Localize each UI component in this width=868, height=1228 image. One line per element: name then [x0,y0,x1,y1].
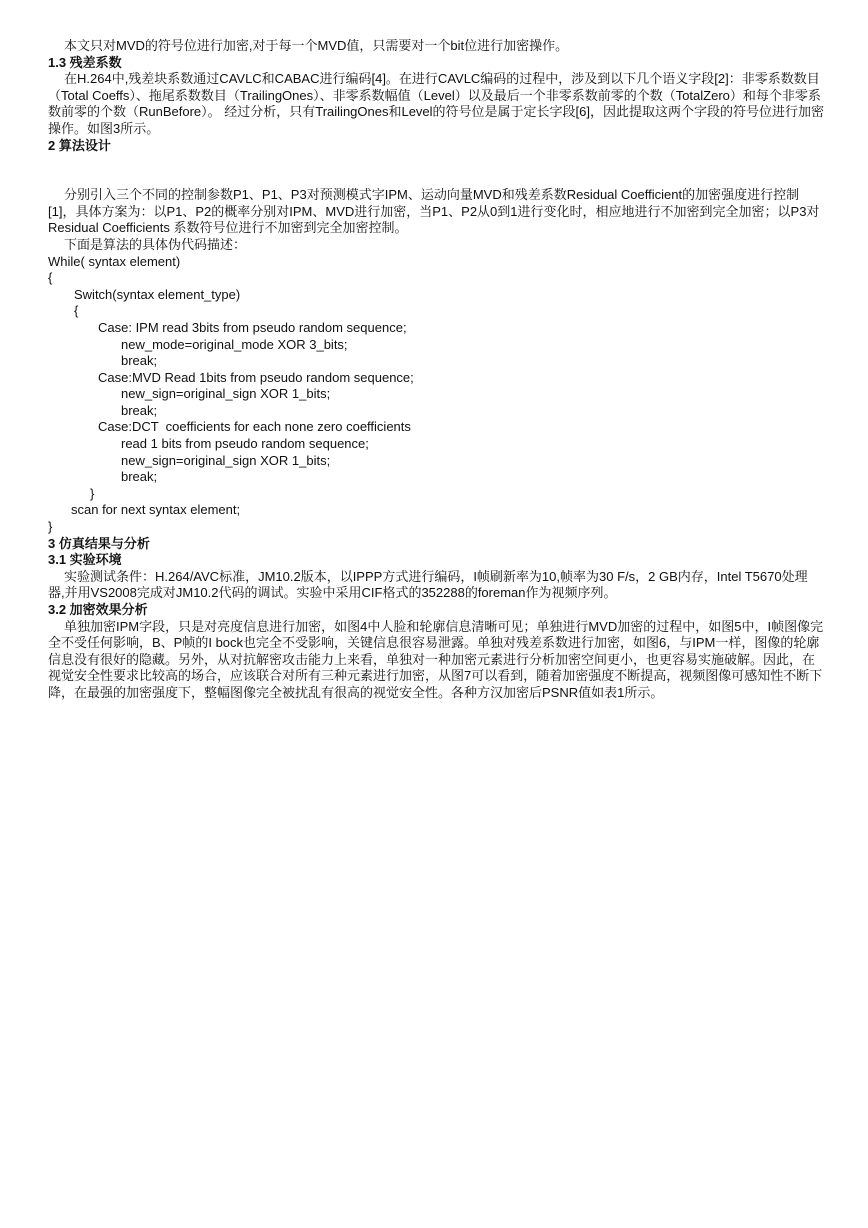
code-line: Case: IPM read 3bits from pseudo random sequence; [98,319,407,335]
code-line: new_sign=original_sign XOR 1_bits; [121,386,331,402]
code-line: Case:MVD Read 1bits from pseudo random sequence; [98,369,414,385]
section-1-3-paragraph: 在H.264中,残差块系数通过CAVLC和CABAC进行编码[4]。在进行CAVLC编码的过程中，涉及到以下几个语义字段[2]：非零系数数目（Total Coeffs）、拖尾系数数目（TrailingOnes）、非零系数幅值（Level）以及最后一个非零系数前零的个数（TotalZero）和每个非零系数前零的个数（RunBefore）。 经过分析，只有TrailingOnes和Level的符号位是属于定长字段[6]，因此提取这两个字段的符号位进行加密操作。如图3所示。 [48,71,825,136]
code-line: Switch(syntax element_type) [74,286,241,302]
code-line: new_mode=original_mode XOR 3_bits; [121,336,348,352]
intro-paragraph: 本文只对MVD的符号位进行加密,对于每一个MVD值，只需要对一个bit位进行加密操作。 [64,38,569,53]
code-line: } [90,485,95,501]
code-line: new_sign=original_sign XOR 1_bits; [121,452,331,468]
code-line: Case:DCT coefficients for each none zero coefficients [98,419,411,435]
section-2-heading: 2 算法设计 [48,137,111,153]
code-line: } [48,519,53,535]
section-1-3-heading: 1.3 残差系数 [48,54,122,70]
code-line: break; [121,353,158,369]
code-line: scan for next syntax element; [71,502,241,518]
pseudocode-block [48,254,824,536]
code-line: { [74,303,79,319]
pseudocode-intro: 下面是算法的具体伪代码描述： [64,236,247,252]
code-line: read 1 bits from pseudo random sequence; [121,436,369,452]
section-3-2-heading: 3.2 加密效果分析 [48,602,148,617]
code-line: { [48,270,53,286]
code-line: While( syntax element) [48,253,181,269]
code-line: break; [121,469,158,485]
section-3-1-heading: 3.1 实验环境 [48,552,122,568]
section-3-2-paragraph: 单独加密IPM字段，只是对亮度信息进行加密，如图4中人脸和轮廓信息清晰可见；单独进行MVD加密的过程中，如图5中，I帧图像完全不受任何影响，B、P帧的I bock也完全不受影响，关键信息很容易泄露。单独对残差系数进行加密，如图6，与IPM一样，图像的轮廓信息没有很好的隐藏。另外，从对抗解密攻击能力上来看，单独对一种加密元素进行分析加密空间更小，也更容易实施破解。因此，在视觉安全性要求比较高的场合，应该联合对所有三种元素进行加密，从图7可以看到，随着加密强度不断提高，视频图像可感知性不断下降，在最强的加密强度下，整幅图像完全被扰乱有很高的视觉安全性。各种方汉加密后PSNR值如表1所示。 [48,618,824,700]
code-line: break; [121,402,158,418]
section-3-heading: 3 仿真结果与分析 [48,535,150,551]
section-3-1-paragraph: 实验测试条件：H.264/AVC标准，JM10.2版本，以IPPP方式进行编码，I帧刷新率为10,帧率为30 F/s，2 GB内存，Intel T5670处理器,并用VS2008完成对JM10.2代码的调试。实验中采用CIF格式的352288的foreman作为视频序列。 [48,568,808,601]
blank-gap [48,154,824,187]
section-2-paragraph: 分别引入三个不同的控制参数P1、P1、P3对预测模式字IPM、运动向量MVD和残差系数Residual Coefficient的加密强度进行控制[1]，具体方案为：以P1、P2的概率分别对IPM、MVD进行加密，当P1、P2从0到1进行变化时，相应地进行不加密到完全加密；以P3对Residual Coefficients 系数符号位进行不加密到完全加密控制。 [48,187,820,236]
